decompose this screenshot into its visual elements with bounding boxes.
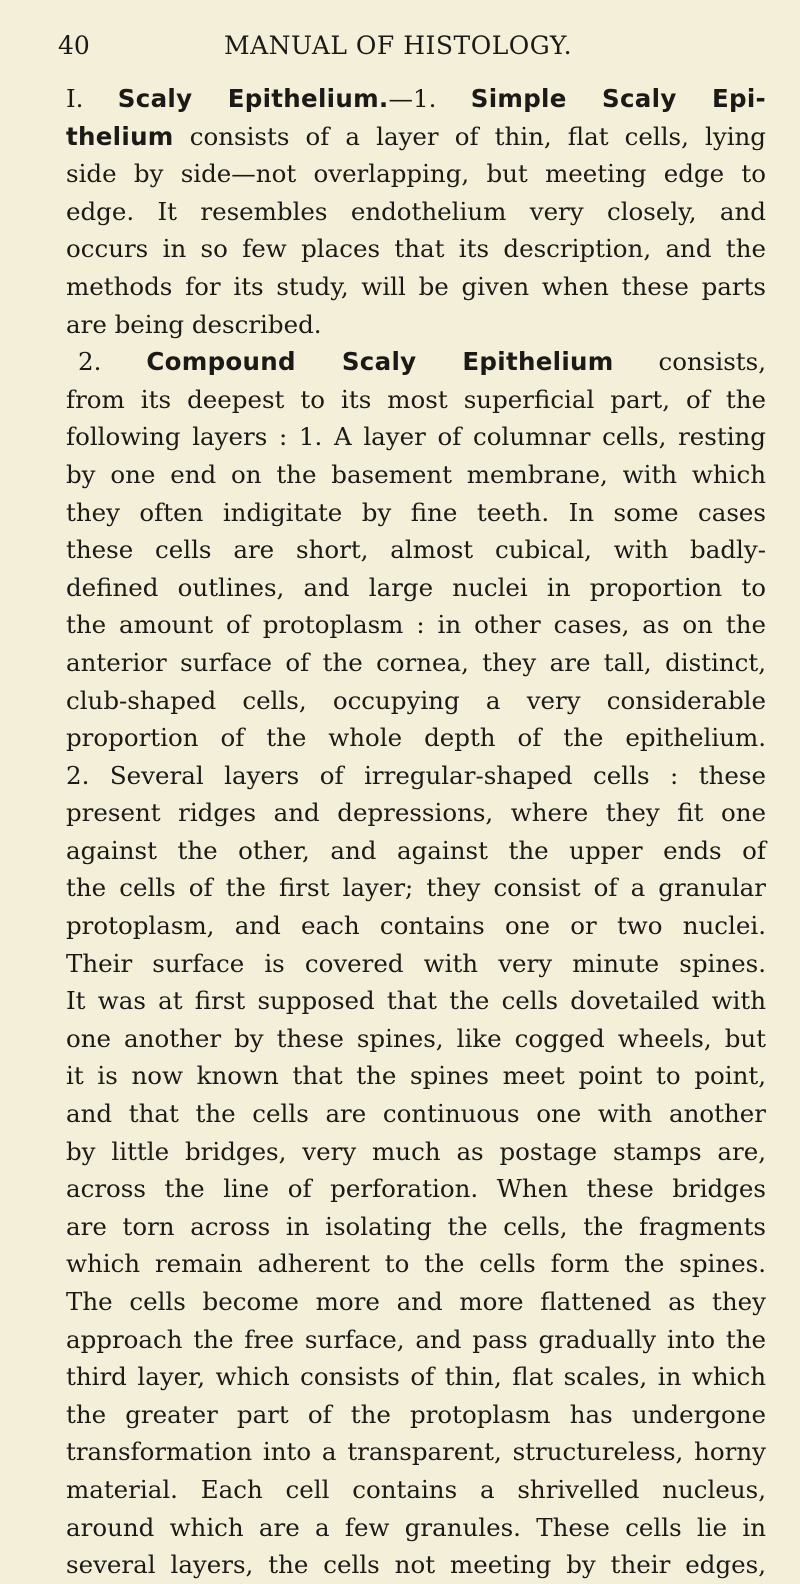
text-segment: around which are a few granules. These cells lie in: [66, 1512, 766, 1542]
text-segment: methods for its study, will be given when these parts: [66, 271, 766, 301]
page-number: 40: [58, 31, 90, 60]
running-title: MANUAL OF HISTOLOGY.: [224, 31, 573, 60]
text-line: [66, 644, 766, 682]
text-line: [66, 1170, 766, 1208]
body-text: [66, 80, 766, 1584]
section-heading: Scaly Epithelium.: [117, 84, 389, 113]
text-line: [66, 1020, 766, 1058]
text-line: [66, 1471, 766, 1509]
text-segment: it is now known that the spines meet point to point,: [66, 1061, 766, 1091]
text-line: [66, 945, 766, 983]
text-line: [66, 1396, 766, 1434]
text-segment: consists of a layer of thin, flat cells, lying: [173, 121, 766, 151]
text-segment: and that the cells are continuous one with another: [66, 1099, 766, 1129]
text-line: [66, 1057, 766, 1095]
text-segment: Their surface is covered with very minute spines.: [66, 948, 766, 978]
text-line: [66, 306, 766, 344]
text-segment: by one end on the basement membrane, with which: [66, 459, 766, 489]
text-segment: one another by these spines, like cogged wheels, but: [66, 1023, 766, 1053]
text-segment: edge. It resembles endothelium very closely, and: [66, 196, 766, 226]
text-line: [66, 982, 766, 1020]
text-segment: side by side—not overlapping, but meeting edge to: [66, 159, 766, 189]
text-line: [66, 719, 766, 757]
text-segment: by little bridges, very much as postage stamps are,: [66, 1136, 766, 1166]
text-line: [66, 832, 766, 870]
text-line: [66, 1433, 766, 1471]
text-line: [66, 230, 766, 268]
text-segment: they often indigitate by fine teeth. In some cases: [66, 497, 766, 527]
text-segment: several layers, the cells not meeting by their edges,: [66, 1550, 766, 1580]
text-segment: present ridges and depressions, where they fit one: [66, 798, 766, 828]
text-line: [66, 118, 766, 156]
text-line: [66, 531, 766, 569]
text-line: [66, 1321, 766, 1359]
text-segment: The cells become more and more flattened as they: [66, 1287, 766, 1316]
text-segment: approach the free surface, and pass gradually into the: [66, 1324, 766, 1354]
text-segment: third layer, which consists of thin, flat scales, in which: [66, 1362, 766, 1392]
text-segment: 2. Several layers of irregular-shaped cells : these: [66, 760, 766, 790]
text-line: [66, 381, 766, 419]
text-segment: the cells of the first layer; they consist of a granular: [66, 873, 766, 903]
text-line: [66, 1509, 766, 1547]
text-line: [66, 1245, 766, 1283]
text-segment: —1.: [388, 84, 471, 113]
text-line: [66, 757, 766, 795]
text-segment: I.: [66, 84, 118, 113]
text-line: [66, 80, 766, 118]
text-segment: across the line of perforation. When these bridges: [66, 1174, 766, 1204]
text-segment: material. Each cell contains a shrivelled nucleus,: [66, 1474, 766, 1504]
text-line: [66, 1095, 766, 1133]
text-segment: anterior surface of the cornea, they are tall, distinct,: [66, 647, 766, 677]
text-segment: transformation into a transparent, structureless, horny: [66, 1437, 766, 1467]
text-line: [66, 193, 766, 231]
text-segment: against the other, and against the upper ends of: [66, 835, 766, 865]
section-heading: thelium: [66, 121, 174, 151]
text-line: [66, 869, 766, 907]
text-line: [66, 1358, 766, 1396]
text-line: [66, 456, 766, 494]
text-line: [66, 1208, 766, 1246]
text-line: [66, 1283, 766, 1321]
text-line: [66, 418, 766, 456]
text-segment: the greater part of the protoplasm has undergone: [66, 1399, 766, 1429]
text-segment: defined outlines, and large nuclei in proportion to: [66, 572, 766, 602]
text-segment: are torn across in isolating the cells, the fragments: [66, 1211, 766, 1241]
text-line: [66, 907, 766, 945]
text-segment: occurs in so few places that its description, and the: [66, 234, 766, 264]
section-heading: Simple Scaly Epi-: [470, 84, 766, 113]
text-segment: these cells are short, almost cubical, with badly-: [66, 535, 766, 565]
section-heading: Compound Scaly Epithelium: [146, 347, 614, 377]
text-line: [66, 343, 766, 381]
text-segment: 2.: [78, 347, 147, 377]
text-segment: consists,: [613, 347, 766, 377]
text-line: [66, 494, 766, 532]
text-segment: proportion of the whole depth of the epithelium.: [66, 723, 766, 753]
text-line: [66, 155, 766, 193]
text-line: [66, 569, 766, 607]
text-line: [66, 606, 766, 644]
text-line: [66, 1133, 766, 1171]
text-segment: It was at first supposed that the cells dovetailed with: [66, 986, 766, 1016]
text-segment: following layers : 1. A layer of columnar cells, resting: [66, 422, 766, 452]
text-segment: are being described.: [66, 309, 322, 339]
text-segment: club-shaped cells, occupying a very considerable: [66, 685, 766, 715]
text-segment: from its deepest to its most superficial part, of the: [66, 384, 766, 414]
text-segment: which remain adherent to the cells form the spines.: [66, 1249, 766, 1279]
text-line: [66, 268, 766, 306]
text-line: [66, 682, 766, 720]
text-segment: the amount of protoplasm : in other cases, as on the: [66, 610, 766, 640]
text-segment: protoplasm, and each contains one or two nuclei.: [66, 911, 766, 941]
page-header: [58, 26, 770, 66]
text-line: [66, 794, 766, 832]
text-line: [66, 1546, 766, 1584]
